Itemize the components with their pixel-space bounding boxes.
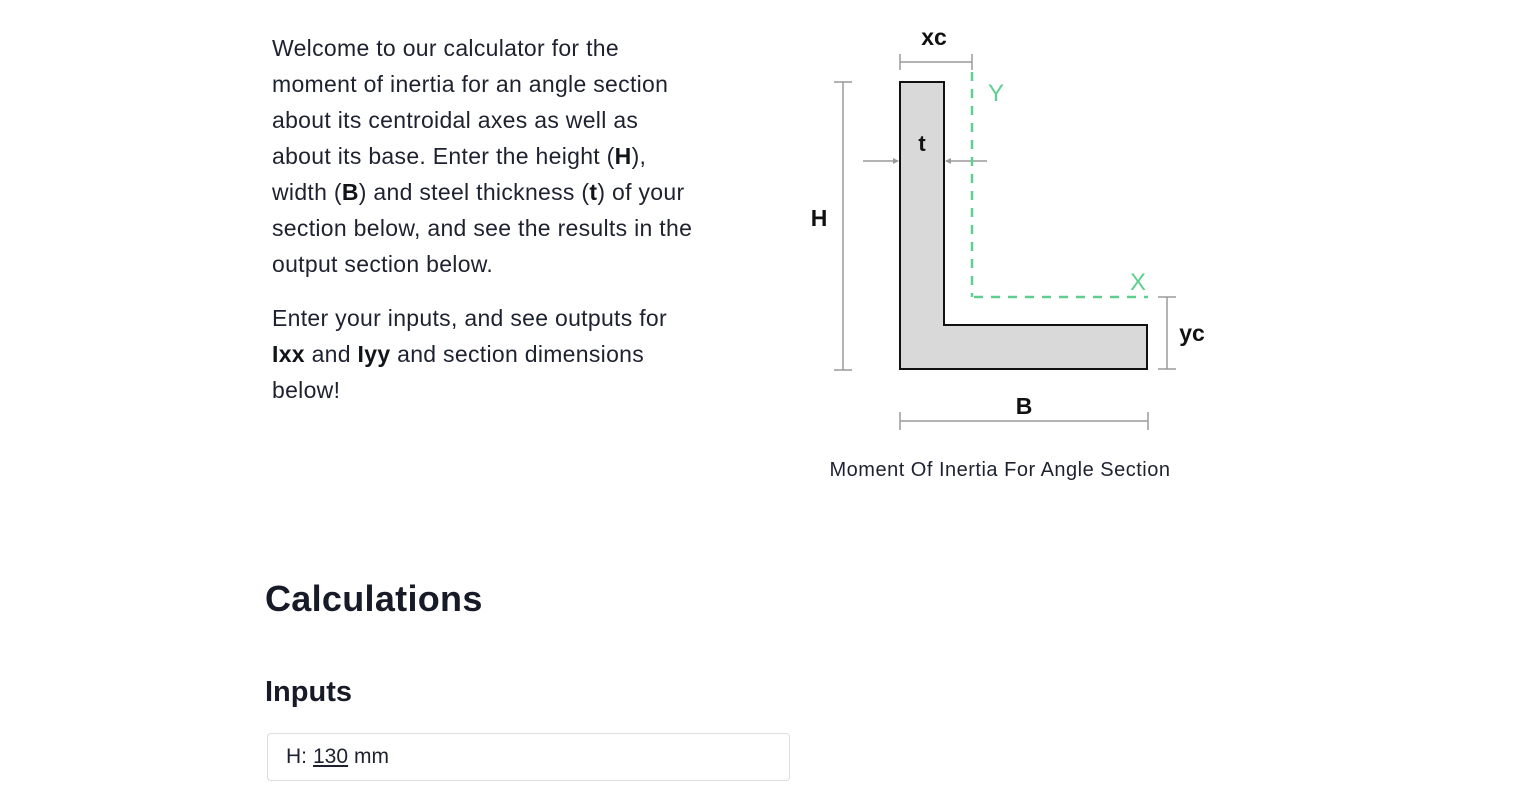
iyy-symbol: Iyy bbox=[357, 341, 391, 367]
height-input-label: H: bbox=[286, 745, 307, 768]
inputs-heading: Inputs bbox=[265, 676, 352, 708]
intro-text-segment: ), width ( bbox=[272, 143, 647, 205]
calculations-heading: Calculations bbox=[265, 578, 483, 619]
yc-label: yc bbox=[1179, 320, 1205, 346]
height-input-row[interactable] bbox=[267, 733, 790, 781]
intro-paragraph-2 bbox=[272, 300, 702, 408]
b-dimension bbox=[900, 393, 1148, 430]
angle-section-diagram bbox=[800, 14, 1220, 444]
height-symbol: H bbox=[614, 143, 632, 169]
height-input-value[interactable]: 130 bbox=[313, 745, 349, 768]
intro-text bbox=[272, 30, 702, 426]
intro-text-segment: and bbox=[304, 341, 358, 367]
intro-text-segment: Enter your inputs, and see outputs for bbox=[272, 305, 667, 331]
intro-paragraph-1 bbox=[272, 30, 702, 282]
x-axis-label: X bbox=[1129, 269, 1147, 296]
yc-dimension bbox=[1158, 297, 1205, 369]
angle-section-figure bbox=[800, 14, 1220, 494]
thickness-arrowhead bbox=[945, 158, 951, 164]
figure-caption: Moment Of Inertia For Angle Section bbox=[829, 459, 1171, 481]
thickness-symbol: t bbox=[589, 179, 598, 205]
intro-text-segment: ) of your section below, and see the results in the output section below. bbox=[272, 179, 693, 277]
xc-label: xc bbox=[921, 24, 947, 50]
intro-text-segment: Welcome to our calculator for the moment of inertia for an angle section about its centroidal axes as well as about its base. Enter the height ( bbox=[272, 35, 669, 169]
angle-section-shape bbox=[900, 82, 1147, 369]
h-dimension bbox=[811, 82, 852, 370]
y-axis-label: Y bbox=[987, 80, 1005, 107]
x-centroid-axis bbox=[974, 269, 1148, 297]
ixx-symbol: Ixx bbox=[272, 341, 305, 367]
height-input-unit: mm bbox=[354, 745, 390, 768]
intro-text-segment: ) and steel thickness ( bbox=[358, 179, 590, 205]
h-label: H bbox=[810, 205, 828, 231]
width-symbol: B bbox=[341, 179, 359, 205]
y-centroid-axis bbox=[972, 72, 1004, 297]
thickness-arrowhead bbox=[893, 158, 899, 164]
intro-text-segment: and section dimensions below! bbox=[272, 341, 645, 403]
xc-dimension bbox=[900, 24, 972, 70]
t-label: t bbox=[918, 131, 926, 156]
b-label: B bbox=[1015, 393, 1033, 419]
